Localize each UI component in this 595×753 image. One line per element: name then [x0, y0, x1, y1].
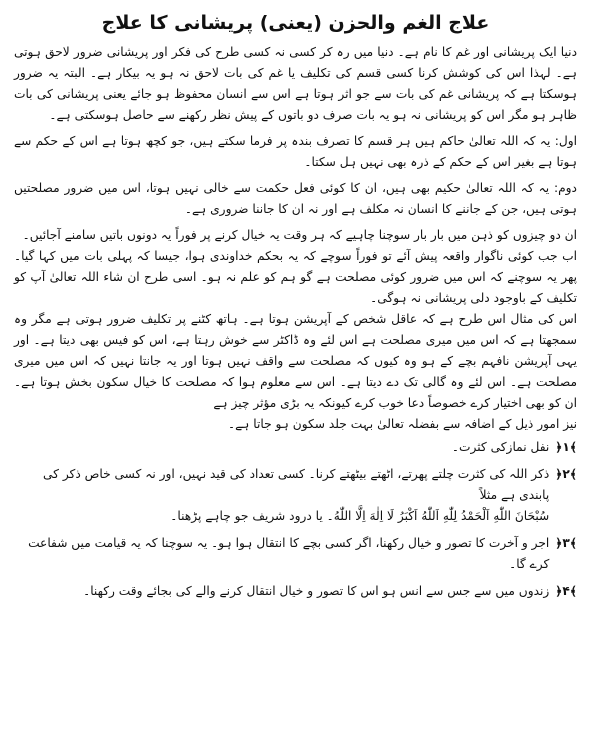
point-doam: دوم: یہ کہ اللہ تعالیٰ حکیم بھی ہیں، ان کا کوئی فعل حکمت سے خالی نہیں ہوتا، اس میں ضرور مصلحتیں ہوتی ہیں، جن کے جاننے کا انسان نہ مکلف ہے اور نہ ان کا جاننا ضروری ہے۔: [14, 181, 577, 216]
item-number: ﴿۳﴾: [555, 536, 577, 550]
paragraph-4: نیز امور ذیل کے اضافہ سے بفضلہ تعالیٰ بہت جلد سکون ہو جاتا ہے۔: [227, 417, 577, 431]
list-item: [14, 437, 577, 458]
document-body: [14, 42, 577, 435]
paragraph-3: اس کی مثال اس طرح ہے کہ عاقل شخص کے آپریشن ہوتا ہے۔ ہاتھ کٹنے پر تکلیف ضرور ہوتی ہے مگر وہ سمجھتا ہے کہ اس میں میری مصلحت ہے اس لئے وہ ڈاکٹر سے خوش رہتا ہے، اس کو فیس بھی دیتا ہے۔ اور یہی آپریشن نافہم بچے کے ہو وہ کیوں کہ مصلحت سے واقف نہیں ہوتا اور یہ جانتا نہیں کہ اس میں میری مصلحت ہے۔ اس لئے وہ گالی تک دے دیتا ہے۔ اس سے معلوم ہوا کہ مصلحت کا خیال سکون بخش ہوتا ہے۔ ان کو بھی اختیار کرے خصوصاً دعا خوب کرے کیونکہ یہ بڑی مؤثر چیز ہے: [14, 312, 577, 410]
arabic-dhikr: سُبْحَانَ اللّٰهِ اَلْحَمْدُ لِلّٰهِ اَللّٰهُ اَكْبَرُ لَا اِلٰهَ اِلَّا اللّٰهُ۔ یا درود شریف جو چاہے پڑھنا۔: [170, 509, 550, 523]
item-number: ﴿۴﴾: [555, 584, 577, 598]
item-number: ﴿۱﴾: [555, 440, 577, 454]
document-title: علاج الغم والحزن (یعنی) پریشانی کا علاج: [101, 12, 490, 34]
item-text: نفل نمازکی کثرت۔: [451, 440, 550, 454]
list-item: [14, 533, 577, 575]
paragraph-2: اب جب کوئی ناگوار واقعہ پیش آئے تو فوراً سوچے کہ یہ بحکم خداوندی ہوا، جیسا کہ پہلی بات میں کہا گیا۔ پھر یہ سوچنے کہ اس میں ضرور کوئی مصلحت ہے گو ہم کو علم نہ ہو۔ اسی طرح ان شاء اللہ تعالیٰ آپ کو تکلیف کے باوجود دلی پریشانی نہ ہوگی۔: [14, 249, 577, 305]
item-text: اجر و آخرت کا تصور و خیال رکھنا، اگر کسی بچے کا انتقال ہوا ہو۔ یہ سوچنا کہ یہ قیامت میں شفاعت کرے گا۔: [28, 536, 550, 571]
paragraph-1: ان دو چیزوں کو ذہن میں بار بار سوچنا چاہیے کہ ہر وقت یہ خیال کرنے پر فوراً یہ دونوں باتیں سامنے آجائیں۔: [22, 228, 577, 242]
item-number: ﴿۲﴾: [555, 467, 577, 481]
list-item: [14, 464, 577, 527]
intro-paragraph: دنیا ایک پریشانی اور غم کا نام ہے۔ دنیا میں رہ کر کسی نہ کسی طرح کی فکر اور پریشانی ضرور لاحق ہوتی ہے۔ لہذا اس کی کوشش کرنا کسی قسم کی تکلیف یا غم کی بات لاحق نہ ہو یہ بیکار ہے۔ البتہ یہ ضرور ہوسکتا ہے کہ پریشانی غم کی بات سے جو اثر ہوتا ہے اس سے انسان محفوظ ہو جائے یعنی پریشانی کی بات ظاہر ہو مگر اس کو پریشانی نہ ہو یہ بات صرف دو باتوں کے پیش نظر رکھنے سے حاصل ہوسکتی ہے۔: [14, 45, 577, 122]
point-awwal: اول: یہ کہ اللہ تعالیٰ حاکم ہیں ہر قسم کا تصرف بندہ پر فرما سکتے ہیں، جو کچھ ہوتا ہے اس کے حکم سے ہوتا ہے بغیر اس کے حکم کے ذرہ بھی نہیں ہل سکتا۔: [14, 134, 577, 169]
list-item: [14, 581, 577, 602]
remedies-list: [14, 437, 577, 602]
item-text-wrapper: [14, 464, 549, 527]
item-text: زندوں میں سے جس سے انس ہو اس کا تصور و خیال انتقال کرنے والے کی بجائے وقت رکھنا۔: [83, 584, 550, 598]
item-text: ذکر اللہ کی کثرت چلتے پھرتے، اٹھتے بیٹھتے کرنا۔ کسی تعداد کی قید نہیں، اور نہ کسی خاص ذکر کی پابندی ہے مثلاً: [43, 467, 550, 502]
